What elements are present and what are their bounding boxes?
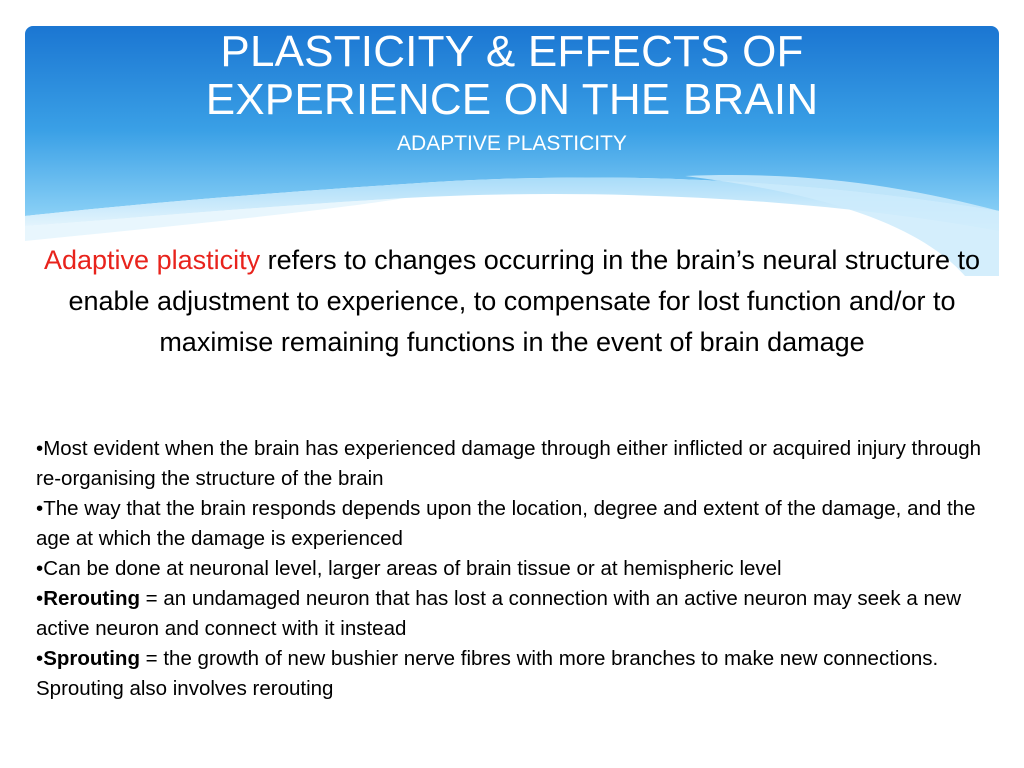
- intro-definition: refers to changes occurring in the brain’s neural structure to enable adjustment to experience, to compensate for lost function and/or to maximise remaining functions in the event of brain damage: [68, 245, 980, 357]
- bullet-marker: •: [36, 437, 44, 460]
- bullet-list: [36, 434, 986, 704]
- slide-subtitle: ADAPTIVE PLASTICITY: [397, 132, 627, 155]
- bullet-marker: •: [36, 557, 44, 580]
- bullet-term-sprouting: Sprouting: [43, 647, 140, 670]
- list-item: [36, 584, 986, 644]
- intro-paragraph: [40, 240, 984, 363]
- slide-title-line-1: PLASTICITY & EFFECTS OF: [220, 27, 804, 76]
- bullet-text: = an undamaged neuron that has lost a connection with an active neuron may seek a new active neuron and connect with it instead: [36, 587, 962, 640]
- bullet-term-rerouting: Rerouting: [43, 587, 140, 610]
- bullet-marker: •: [36, 647, 44, 670]
- intro-term: Adaptive plasticity: [44, 245, 261, 275]
- bullet-text: The way that the brain responds depends upon the location, degree and extent of the damage, and the age at which the damage is experienced: [36, 497, 976, 550]
- list-item: [36, 644, 986, 704]
- bullet-text: Most evident when the brain has experienced damage through either inflicted or acquired injury through re-organising the structure of the brain: [36, 437, 982, 490]
- slide-title-line-2: EXPERIENCE ON THE BRAIN: [205, 75, 819, 124]
- slide-title: [25, 28, 999, 124]
- bullet-text: = the growth of new bushier nerve fibres with more branches to make new connections. Sprouting also involves rerouting: [36, 647, 939, 700]
- bullet-marker: •: [36, 497, 44, 520]
- list-item: [36, 554, 986, 584]
- title-block: [25, 28, 999, 156]
- list-item: [36, 434, 986, 494]
- list-item: [36, 494, 986, 554]
- bullet-text: Can be done at neuronal level, larger areas of brain tissue or at hemispheric level: [43, 557, 782, 580]
- bullet-marker: •: [36, 587, 44, 610]
